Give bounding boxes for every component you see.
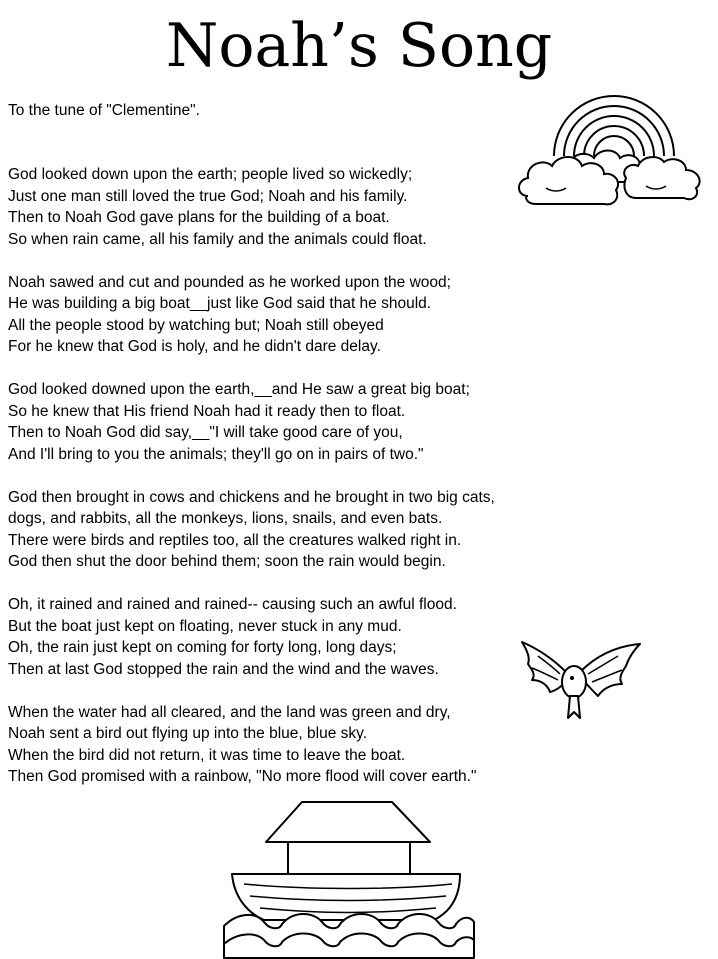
verse (8, 379, 495, 465)
lyric-line: So when rain came, all his family and the animals could float. (8, 230, 427, 248)
lyric-line: Noah sent a bird out flying up into the blue, blue sky. (8, 725, 368, 742)
lyric-line: God looked down upon the earth; people lived so wickedly; (8, 166, 413, 183)
rainbow-icon (516, 92, 712, 220)
ark-icon (224, 798, 474, 958)
lyric-line: Noah sawed and cut and pounded as he worked upon the wood; (8, 273, 451, 291)
dove-icon (518, 632, 644, 724)
lyrics (8, 164, 495, 809)
tune-note: To the tune of "Clementine". (8, 102, 200, 119)
lyric-line: He was building a big boat__just like God said that he should. (8, 295, 432, 312)
lyric-line: Then to Noah God gave plans for the building of a boat. (8, 209, 390, 226)
verse (8, 487, 495, 573)
lyric-line: And I'll bring to you the animals; they'll go on in pairs of two." (8, 445, 424, 463)
lyric-line: Oh, it rained and rained and rained-- causing such an awful flood. (8, 596, 457, 613)
lyric-line: Oh, the rain just kept on coming for forty long, long days; (8, 639, 397, 656)
lyric-line: Then God promised with a rainbow, "No more flood will cover earth." (8, 768, 477, 785)
lyric-line: So he knew that His friend Noah had it ready then to float. (8, 402, 406, 420)
lyric-line: God then shut the door behind them; soon the rain would begin. (8, 553, 446, 570)
lyric-line: When the water had all cleared, and the land was green and dry, (8, 703, 451, 721)
lyric-line: God then brought in cows and chickens and he brought in two big cats, (8, 488, 495, 506)
lyric-line: God looked downed upon the earth,__and He saw a great big boat; (8, 381, 470, 398)
lyric-line: All the people stood by watching but; Noah still obeyed (8, 316, 384, 334)
verse (8, 164, 495, 250)
verse (8, 594, 495, 680)
lyric-line: When the bird did not return, it was time to leave the boat. (8, 746, 406, 764)
lyric-line: For he knew that God is holy, and he didn't dare delay. (8, 338, 381, 355)
lyric-line: Then at last God stopped the rain and the wind and the waves. (8, 660, 439, 678)
verse (8, 702, 495, 788)
lyric-line: dogs, and rabbits, all the monkeys, lions, snails, and even bats. (8, 510, 443, 527)
page-title: Noah’s Song (165, 11, 553, 81)
lyric-line: But the boat just kept on floating, never stuck in any mud. (8, 617, 402, 635)
lyric-line: There were birds and reptiles too, all the creatures walked right in. (8, 531, 462, 549)
lyric-line: Then to Noah God did say,__"I will take good care of you, (8, 424, 403, 441)
lyric-line: Just one man still loved the true God; Noah and his family. (8, 187, 408, 205)
verse (8, 272, 495, 358)
